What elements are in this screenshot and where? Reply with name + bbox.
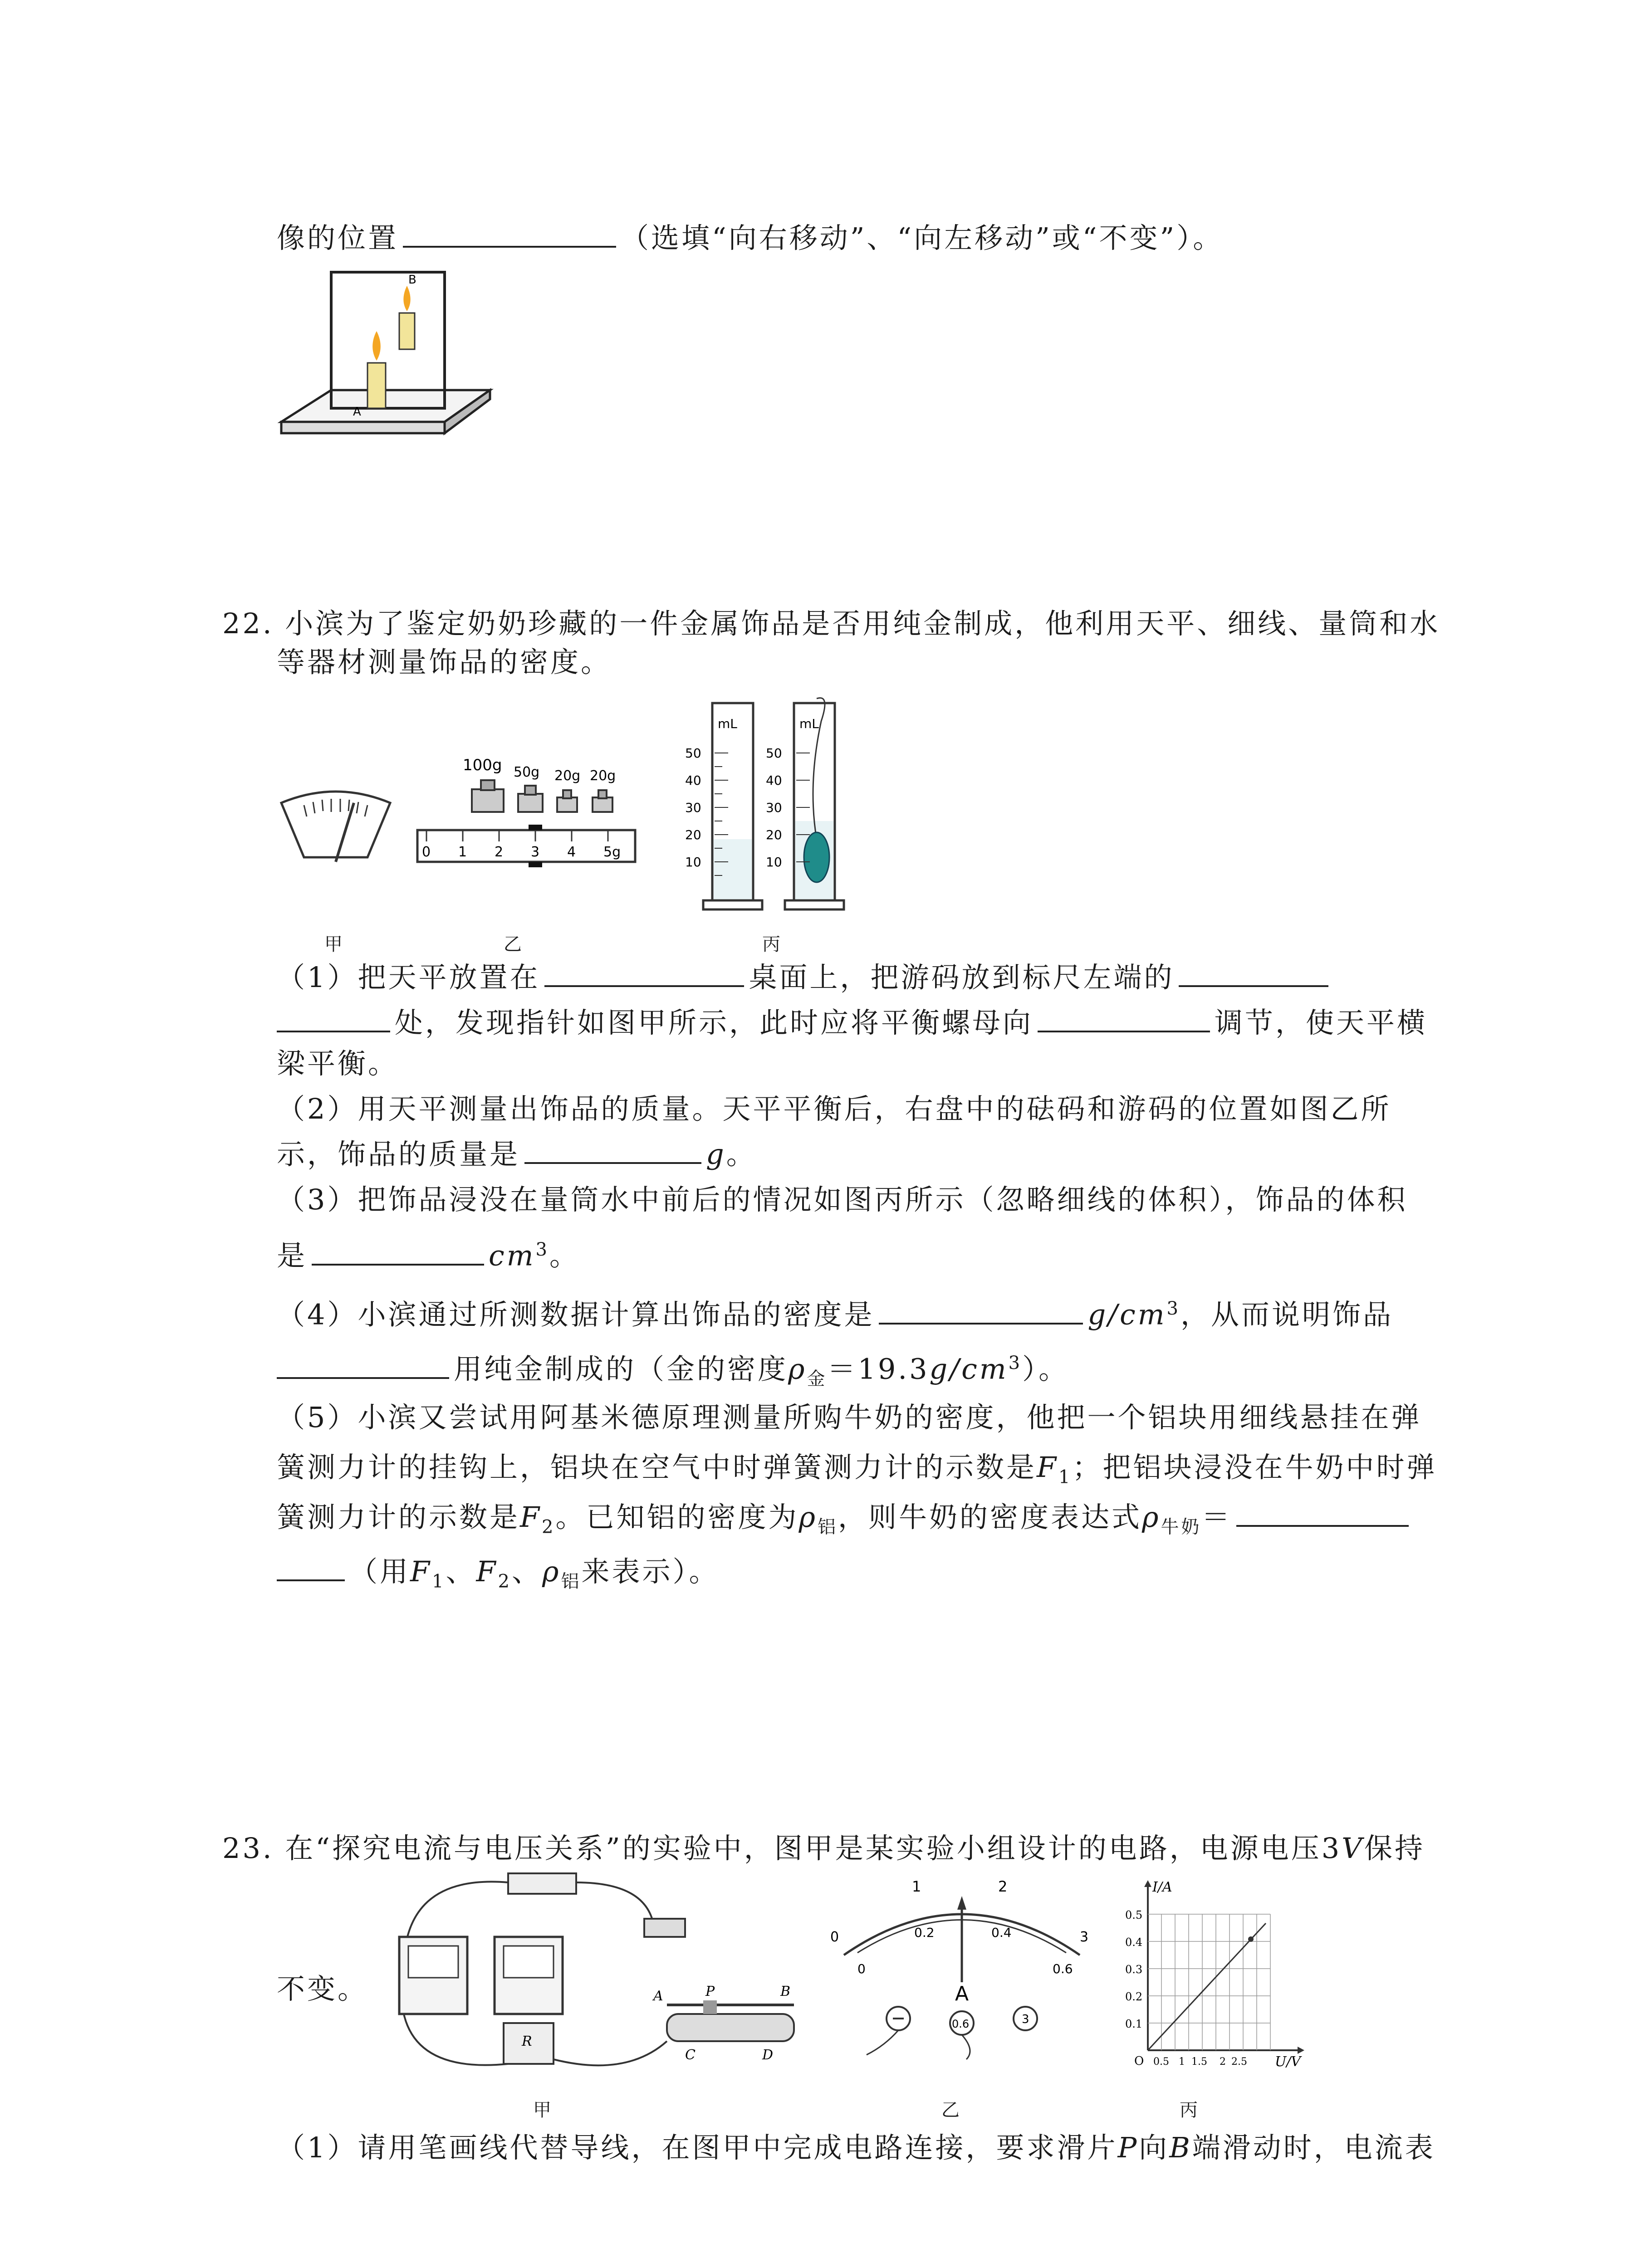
cyl1-tick-40: 40	[685, 773, 701, 788]
meter-inner-04: 0.4	[991, 1925, 1012, 1940]
label-b: B	[408, 273, 416, 287]
meter-end-3: 3	[1080, 1929, 1089, 1945]
ammeter-letter: A	[955, 1982, 969, 2005]
ammeter-figure	[817, 1873, 1107, 2064]
cyl1-tick-50: 50	[685, 746, 701, 761]
graph-xtick-15: 1.5	[1191, 2056, 1207, 2068]
cyl2-tick-40: 40	[766, 773, 782, 788]
label-a: A	[353, 405, 361, 419]
label-c: C	[685, 2047, 696, 2063]
answer-blank[interactable]	[1038, 1002, 1210, 1032]
circuit-figure	[372, 1864, 817, 2082]
answer-blank[interactable]	[403, 218, 616, 248]
cylinder-unit-2: mL	[799, 716, 819, 731]
graph-xtick-1: 1	[1179, 2056, 1185, 2068]
q23-part1-line: （1）请用笔画线代替导线，在图甲中完成电路连接，要求滑片P向B端滑动时，电流表	[277, 2131, 1435, 2164]
caption-jia: 甲	[324, 934, 343, 955]
scale-0: 0	[422, 844, 431, 860]
graph-ytick-02: 0.2	[1125, 1990, 1143, 2003]
meter-inner-end-0: 0	[857, 1961, 866, 1976]
scale-5g: 5g	[603, 844, 621, 860]
label-a-rheostat: A	[653, 1988, 663, 2004]
answer-blank[interactable]	[1236, 1497, 1409, 1527]
q22-part1-line3: 梁平衡。	[277, 1047, 399, 1080]
cylinder-unit-1: mL	[718, 716, 737, 731]
label-d: D	[762, 2047, 774, 2063]
resistor-label: R	[522, 2033, 532, 2049]
scale-3: 3	[531, 844, 540, 860]
answer-blank[interactable]	[544, 957, 744, 987]
label-p: P	[705, 1984, 715, 1999]
cyl2-tick-30: 30	[766, 800, 782, 815]
graph-ytick-05: 0.5	[1125, 1909, 1143, 1921]
q23-stem-cont: 不变。	[277, 1972, 368, 2005]
meter-top-1: 1	[912, 1878, 921, 1895]
caption-bing: 丙	[762, 934, 780, 955]
graph-origin: O	[1134, 2054, 1144, 2068]
q23-stem-line: 23. 在“探究电流与电压关系”的实验中，图甲是某实验小组设计的电路，电源电压3V保持	[222, 1832, 1425, 1865]
weight-label-100g: 100g	[463, 756, 502, 774]
terminal-06: 0.6	[952, 2018, 970, 2030]
q22-part5-line1: （5）小滨又尝试用阿基米德原理测量所购牛奶的密度，他把一个铝块用细线悬挂在弹	[277, 1401, 1422, 1434]
q22-part5-line2: 簧测力计的挂钩上，铝块在空气中时弹簧测力计的示数是$F_1$；把铝块浸没在牛奶中时弹	[277, 1451, 1437, 1488]
answer-blank[interactable]	[277, 1349, 449, 1379]
q22-part1-line2: 处，发现指针如图甲所示，此时应将平衡螺母向 调节，使天平横	[277, 1002, 1427, 1043]
weight-label-20g-2: 20g	[590, 768, 616, 784]
q22-part4-line2: 用纯金制成的（金的密度$\rho_金=19.3g/cm^3$）。	[277, 1343, 1069, 1399]
weights-and-scale-figure	[408, 753, 644, 885]
q23-caption-jia: 甲	[533, 2100, 551, 2121]
answer-blank[interactable]	[1179, 957, 1328, 987]
candle-mirror-figure	[272, 263, 499, 454]
graph-xlabel: U/V	[1275, 2054, 1301, 2070]
q21-tail-line: 像的位置 （选填“向右移动”、“向左移动”或“不变”）。	[277, 218, 1223, 259]
balance-pointer-figure	[277, 785, 395, 866]
q22-stem-line2: 等器材测量饰品的密度。	[277, 645, 612, 679]
meter-inner-02: 0.2	[914, 1925, 935, 1940]
q22-part3-line2: 是 $cm^3$。	[277, 1229, 580, 1276]
q22-part3-line1: （3）把饰品浸没在量筒水中前后的情况如图丙所示（忽略细线的体积），饰品的体积	[277, 1183, 1408, 1216]
meter-top-2: 2	[998, 1878, 1008, 1895]
cyl1-tick-10: 10	[685, 855, 701, 870]
cyl1-tick-20: 20	[685, 827, 701, 842]
q23-caption-yi: 乙	[941, 2100, 960, 2121]
scale-4: 4	[567, 844, 576, 860]
q22-part1-line1: （1）把天平放置在 桌面上，把游码放到标尺左端的	[277, 957, 1333, 998]
cyl1-tick-30: 30	[685, 800, 701, 815]
terminal-3: 3	[1022, 2013, 1029, 2026]
q22-stem-line1: 22. 小滨为了鉴定奶奶珍藏的一件金属饰品是否用纯金制成，他利用天平、细线、量筒和水	[222, 607, 1440, 640]
answer-blank[interactable]	[277, 1551, 345, 1581]
cyl2-tick-10: 10	[766, 855, 782, 870]
answer-blank[interactable]	[879, 1295, 1083, 1325]
weight-label-20g: 20g	[554, 768, 581, 784]
graph-ytick-04: 0.4	[1125, 1936, 1143, 1949]
q22-part2-line1: （2）用天平测量出饰品的质量。天平平衡后，右盘中的砝码和游码的位置如图乙所	[277, 1092, 1391, 1125]
q22-part5-line4: （用$F_1$、$F_2$、$\rho_铝$来表示）。	[277, 1551, 719, 1602]
graph-xtick-2: 2	[1220, 2056, 1226, 2068]
graduated-cylinders-figure	[681, 694, 853, 921]
iu-graph-figure	[1116, 1878, 1307, 2073]
cyl2-tick-50: 50	[766, 746, 782, 761]
q22-part2-line2: 示，饰品的质量是 g。	[277, 1134, 757, 1175]
scale-1: 1	[458, 844, 467, 860]
label-b-rheostat: B	[780, 1984, 791, 1999]
meter-inner-end-06: 0.6	[1053, 1961, 1073, 1976]
meter-end-0: 0	[830, 1929, 839, 1945]
q22-part5-line3: 簧测力计的示数是$F_2$。已知铝的密度为$\rho_铝$，则牛奶的密度表达式$\rho_{牛奶}=$	[277, 1497, 1413, 1547]
answer-blank[interactable]	[277, 1002, 390, 1032]
graph-ylabel: I/A	[1152, 1879, 1172, 1895]
graph-ytick-03: 0.3	[1125, 1963, 1143, 1976]
weight-label-50g: 50g	[514, 764, 540, 780]
graph-xtick-25: 2.5	[1231, 2056, 1247, 2068]
graph-ytick-01: 0.1	[1125, 2018, 1143, 2030]
graph-xtick-05: 0.5	[1153, 2056, 1169, 2068]
caption-yi: 乙	[504, 934, 522, 955]
scale-2: 2	[495, 844, 504, 860]
answer-blank[interactable]	[524, 1134, 701, 1164]
cyl2-tick-20: 20	[766, 827, 782, 842]
q23-caption-bing: 丙	[1180, 2100, 1198, 2121]
q22-part4-line1: （4）小滨通过所测数据计算出饰品的密度是 $g/cm^3$，从而说明饰品	[277, 1288, 1393, 1335]
answer-blank[interactable]	[312, 1236, 484, 1266]
